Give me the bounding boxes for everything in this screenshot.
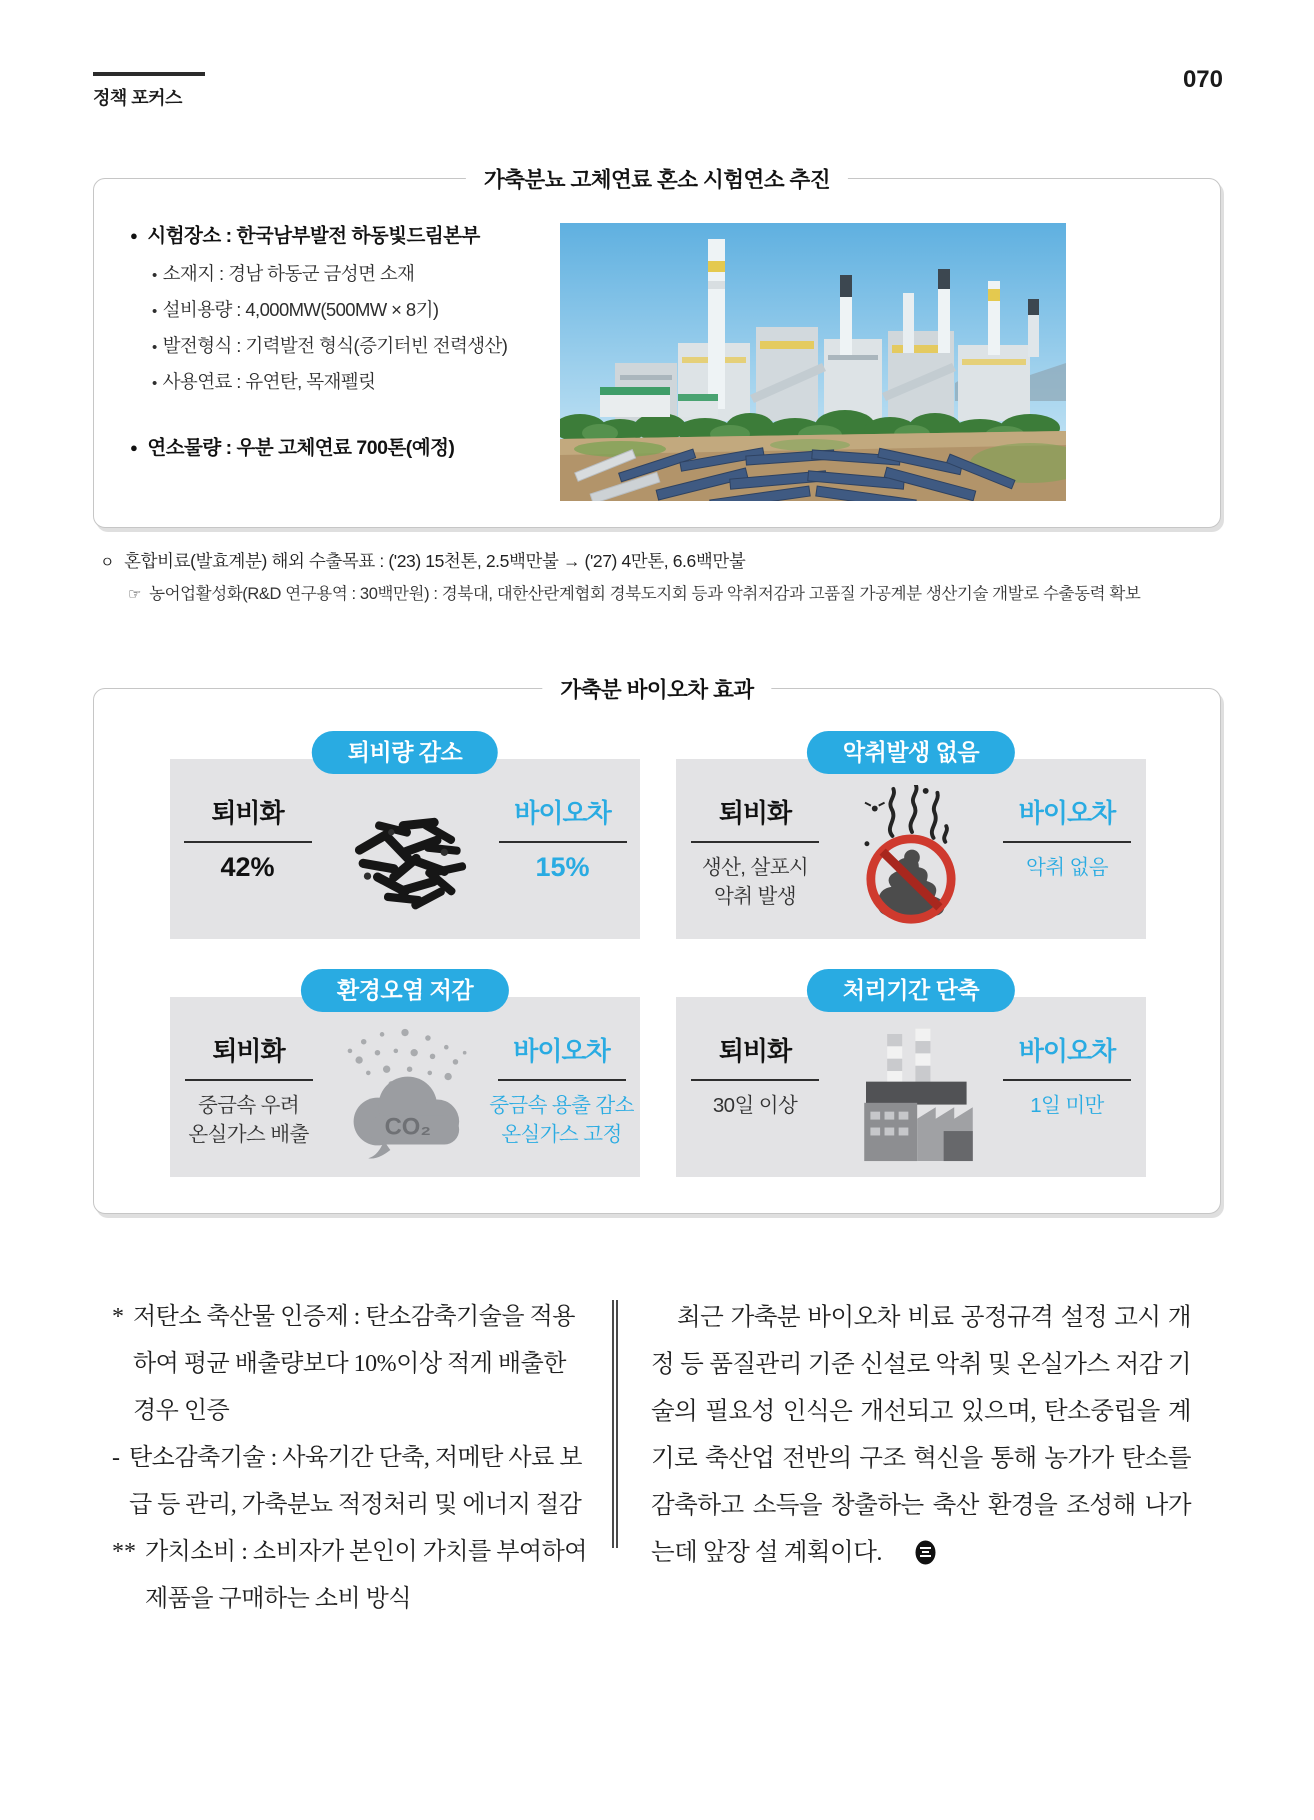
panel-badge: 퇴비량 감소	[312, 731, 498, 774]
bullet-icon: ●	[130, 440, 138, 455]
side-title: 퇴비화	[718, 798, 792, 828]
footnote-text: 가치소비 : 소비자가 본인이 가치를 부여하여 제품을 구매하는 소비 방식	[145, 1539, 587, 1612]
biochar-pellets-icon	[325, 759, 485, 939]
section-label: 정책 포커스	[93, 88, 182, 108]
side-value: 중금속 우려	[197, 1094, 300, 1117]
footnote-text: 탄소감축기술 : 사육기간 단축, 저메탄 사료 보급 등 관리, 가축분뇨 적정처리 및 에너지 절감	[129, 1445, 582, 1518]
body-text-column	[651, 1294, 1191, 1576]
combustion-amount-text: 연소물량 : 우분 고체연료 700톤(예정)	[147, 437, 455, 459]
composting-side	[676, 759, 834, 939]
power-plant-photo-art	[560, 223, 1066, 501]
side-title: 퇴비화	[718, 1036, 792, 1066]
export-target-line	[100, 548, 1250, 576]
panel-no-odor	[676, 739, 1146, 939]
footnote-marker: *	[112, 1304, 124, 1330]
test-combustion-box	[93, 168, 1221, 528]
list-item	[152, 329, 560, 365]
side-value: 온실가스 배출	[188, 1123, 309, 1146]
bullet-icon: ●	[130, 228, 138, 243]
detail-text: 사용연료 : 유연탄, 목재펠릿	[162, 371, 376, 392]
pointing-hand-icon: ☞	[128, 586, 142, 603]
side-value: 악취 없음	[1026, 856, 1108, 879]
divider-rule	[499, 841, 627, 843]
footnote-text: 저탄소 축산물 인증제 : 탄소감축기술을 적용하여 평균 배출량보다 10%이상 적게 배출한 경우 인증	[133, 1304, 575, 1424]
circle-marker-icon: ㅇ	[100, 554, 115, 571]
composting-side	[170, 997, 327, 1177]
test-site-text: 시험장소 : 한국남부발전 하동빛드림본부	[147, 225, 480, 247]
header-rule	[93, 72, 205, 76]
no-odor-icon	[834, 759, 988, 939]
biochar-side	[483, 997, 640, 1177]
panel-time-reduction	[676, 977, 1146, 1177]
divider-rule	[1003, 1079, 1131, 1081]
divider-rule	[184, 841, 312, 843]
biochar-effect-box	[93, 678, 1221, 1214]
sub-bullet-icon: •	[152, 375, 157, 392]
side-value: 1일 미만	[1030, 1094, 1104, 1117]
side-title: 퇴비화	[211, 798, 284, 828]
footnote-marker: **	[112, 1539, 136, 1565]
test-site-line	[130, 221, 560, 253]
test-site-details	[152, 257, 560, 401]
panel-badge: 처리기간 단축	[807, 969, 1015, 1012]
biochar-side	[485, 759, 640, 939]
list-item	[152, 257, 560, 293]
body-paragraph	[651, 1294, 1191, 1576]
sub-bullet-icon: •	[152, 303, 157, 320]
co2-label: CO₂	[384, 1113, 431, 1141]
divider-rule	[1003, 841, 1131, 843]
side-title: 바이오차	[1018, 1036, 1116, 1066]
export-target-text: 혼합비료(발효계분) 해외 수출목표 : ('23) 15천톤, 2.5백만불 → ('27) 4만톤, 6.6백만불	[124, 551, 746, 571]
power-plant-photo	[560, 223, 1066, 501]
sub-bullet-icon: •	[152, 267, 157, 284]
panel-badge: 악취발생 없음	[807, 731, 1015, 774]
rnd-note-text: 농어업활성화(R&D 연구용역 : 30백만원) : 경북대, 대한산란계협회 경북도지회 등과 악취저감과 고품질 가공계분 생산기술 개발로 수출동력 확보	[149, 585, 1141, 603]
side-value: 생산, 살포시	[701, 856, 809, 879]
box2-title: 가축분 바이오차 효과	[542, 673, 771, 704]
side-title: 바이오차	[513, 1036, 610, 1066]
box1-title: 가축분뇨 고체연료 혼소 시험연소 추진	[466, 163, 848, 194]
combustion-amount-line	[130, 433, 560, 465]
footnotes-column	[112, 1294, 590, 1623]
body-text: 최근 가축분 바이오차 비료 공정규격 설정 고시 개정 등 품질관리 기준 신설로 악취 및 온실가스 저감 기술의 필요성 인식은 개선되고 있으며, 탄소중립을 계기로 축산업 전반의 구조 혁신을 통해 농가가 탄소를 감축하고 소득을 창출하는 축산 환경을 조성해 나가는데 앞장 설 계획이다.	[651, 1304, 1191, 1566]
detail-text: 발전형식 : 기력발전 형식(증기터빈 전력생산)	[162, 335, 508, 356]
biochar-side	[988, 997, 1146, 1177]
side-value: 중금속 용출 감소	[489, 1094, 634, 1117]
panel-badge: 환경오염 저감	[301, 969, 509, 1012]
factory-icon	[834, 997, 988, 1177]
side-value: 15%	[535, 852, 590, 882]
divider-rule	[185, 1079, 313, 1081]
side-value: 42%	[220, 852, 275, 882]
export-target-notes	[100, 548, 1250, 607]
footnote-item	[112, 1435, 590, 1529]
divider-rule	[691, 1079, 819, 1081]
rnd-note-line	[128, 582, 1250, 607]
article-end-icon	[889, 1534, 910, 1559]
detail-text: 소재지 : 경남 하동군 금성면 소재	[162, 263, 415, 284]
panel-compost-reduction	[170, 739, 640, 939]
column-divider	[612, 1300, 618, 1548]
divider-rule	[691, 841, 819, 843]
footnote-marker: -	[112, 1445, 120, 1471]
panel-pollution-reduction	[170, 977, 640, 1177]
composting-side	[170, 759, 325, 939]
side-title: 바이오차	[514, 798, 611, 828]
composting-side	[676, 997, 834, 1177]
side-value: 악취 발생	[714, 885, 796, 908]
sub-bullet-icon: •	[152, 339, 157, 356]
side-title: 퇴비화	[212, 1036, 285, 1066]
side-value: 30일 이상	[712, 1094, 798, 1117]
detail-text: 설비용량 : 4,000MW(500MW × 8기)	[162, 299, 439, 320]
divider-rule	[498, 1079, 626, 1081]
side-title: 바이오차	[1018, 798, 1116, 828]
list-item	[152, 293, 560, 329]
footnote-item	[112, 1529, 590, 1623]
list-item	[152, 365, 560, 401]
page-number: 070	[1182, 66, 1223, 93]
co2-cloud-icon	[327, 997, 483, 1177]
side-value: 온실가스 고정	[501, 1123, 622, 1146]
biochar-side	[988, 759, 1146, 939]
box1-text-block	[130, 221, 560, 465]
footnote-item	[112, 1294, 590, 1435]
